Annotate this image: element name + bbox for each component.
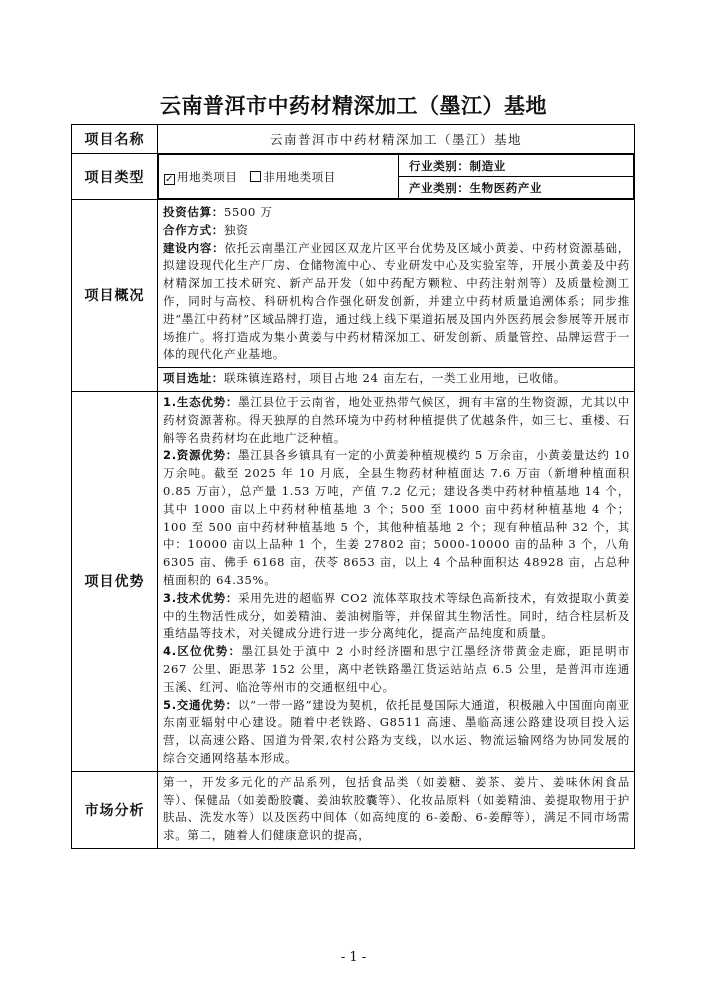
construction-label: 建设内容：: [163, 240, 225, 255]
page-number: - 1 -: [340, 950, 367, 965]
label-overview: 项目概况: [72, 200, 158, 392]
row-project-type: [72, 154, 635, 200]
advantage-item: 1.生态优势：墨江县位于云南省，地处亚热带气候区，拥有丰富的生物资源，尤其以中药材资源著称。得天独厚的自然环境为中药材种植提供了优越条件，如三七、重楼、石斛等名贵药材均在此地广泛种植。: [163, 394, 630, 445]
type-option-nonland: 非用地类项目: [263, 169, 336, 184]
type-options: [159, 155, 399, 199]
site-label: 项目选址：: [163, 371, 224, 386]
label-market: 市场分析: [72, 771, 158, 848]
checkbox-empty-icon[interactable]: [250, 171, 261, 182]
row-project-name: [72, 125, 635, 154]
advantage-item: 3.技术优势：采用先进的超临界 CO2 流体萃取技术等绿色高新技术，有效提取小黄姜中的生物活性成分，如姜精油、姜油树脂等，并保留其生物活性。同时，结合柱层析及重结晶等技术，对关键成分进行进一步分离纯化，提高产品纯度和质量。: [163, 590, 630, 641]
type-grid: [158, 154, 634, 199]
row-overview: [72, 200, 635, 368]
site-text: 联珠镇连路村，项目占地 24 亩左右，一类工业用地，已收储。: [224, 371, 566, 386]
label-advantages: 项目优势: [72, 391, 158, 771]
investment-value: 5500 万: [224, 205, 273, 219]
construction-text: 依托云南墨江产业园区双龙片区平台优势及区域小黄姜、中药材资源基础，拟建设现代化生产厂房、仓储物流中心、专业研发中心及实验室等，开展小黄姜及中药材精深加工技术研究、新产品开发（如中药配方颗粒、中药注射剂等）及质量检测工作，同时与高校、科研机构合作强化研发创新，并建立中药材质量追溯体系；同步推进“墨江中药材”区域品牌打造，通过线上线下渠道拓展及国内外医药展会参展等开展市场推广。将打造成为集小黄姜与中药材精深加工、研发创新、质量管控、品牌运营于一体的现代化产业基地。: [163, 240, 630, 362]
advantage-item: 4.区位优势：墨江县处于滇中 2 小时经济圈和思宁江墨经济带黄金走廊，距昆明市 267 公里、距思茅 152 公里，离中老铁路墨江货运站站点 6.5 公里，是普洱市连通玉溪、红河、临沧等州市的交通枢纽中心。: [163, 644, 630, 694]
row-market: [72, 771, 635, 848]
industry-category: 行业类别：制造业: [399, 155, 634, 177]
sector-category: 产业类别：生物医药产业: [399, 177, 634, 199]
cooperation-label: 合作方式：: [163, 222, 224, 237]
type-option-land: 用地类项目: [177, 169, 238, 184]
market-text: 第一，开发多元化的产品系列，包括食品类（如姜糖、姜茶、姜片、姜味休闲食品等）、保健品（如姜酚胶囊、姜油软胶囊等）、化妆品原料（如姜精油、姜提取物用于护肤品、洗发水等）以及医药中间体（如高纯度的 6-姜酚、6-姜醇等），满足不同市场需求。第二，随着人们健康意识的提高，: [158, 771, 635, 848]
advantage-item: 5.交通优势：以“一带一路”建设为契机，依托昆曼国际大通道，积极融入中国面向南亚东南亚辐射中心建设。随着中老铁路、G8511 高速、墨临高速公路建设项目投入运营，以高速公路、国道为骨架,农村公路为支线，以水运、物流运输网络为协同发展的综合交通网络基本形成。: [163, 697, 630, 765]
checkbox-checked-icon[interactable]: ✓: [165, 173, 174, 185]
row-advantages: [72, 391, 635, 771]
advantage-item: 2.资源优势：墨江县各乡镇具有一定的小黄姜种植规模约 5 万余亩，小黄姜量达约 10 万余吨。截至 2025 年 10 月底，全县生物药材种植面达 7.6 万亩（新增种植面积 0.85 万亩），总产量 1.53 万吨，产值 7.2 亿元；建设各类中药材种植基地 14 个，其中 1000 亩以上中药材种植基地 3 个；500 至 1000 亩中药材种植基地 4 个；100 至 500 亩中药材种植基地 5 个，其他种植基地 2 个；现有种植品种 32 个，其中：10000 亩以上品种 1 个，生姜 27802 亩；5000-10000 亩的品种 3 个，八角 6305 亩、佛手 6168 亩，茯苓 8653 亩，以上 4 个品种面积达 48928 亩，占总种植面积的 64.35%。: [163, 448, 630, 587]
investment-label: 投资估算：: [163, 205, 224, 219]
cooperation-value: 独资: [224, 222, 249, 237]
project-info-table: [71, 124, 635, 849]
label-project-type: 项目类型: [72, 154, 158, 200]
label-project-name: 项目名称: [72, 125, 158, 154]
value-project-name: 云南普洱市中药材精深加工（墨江）基地: [158, 125, 635, 154]
page-title: 云南普洱市中药材精深加工（墨江）基地: [160, 94, 547, 118]
